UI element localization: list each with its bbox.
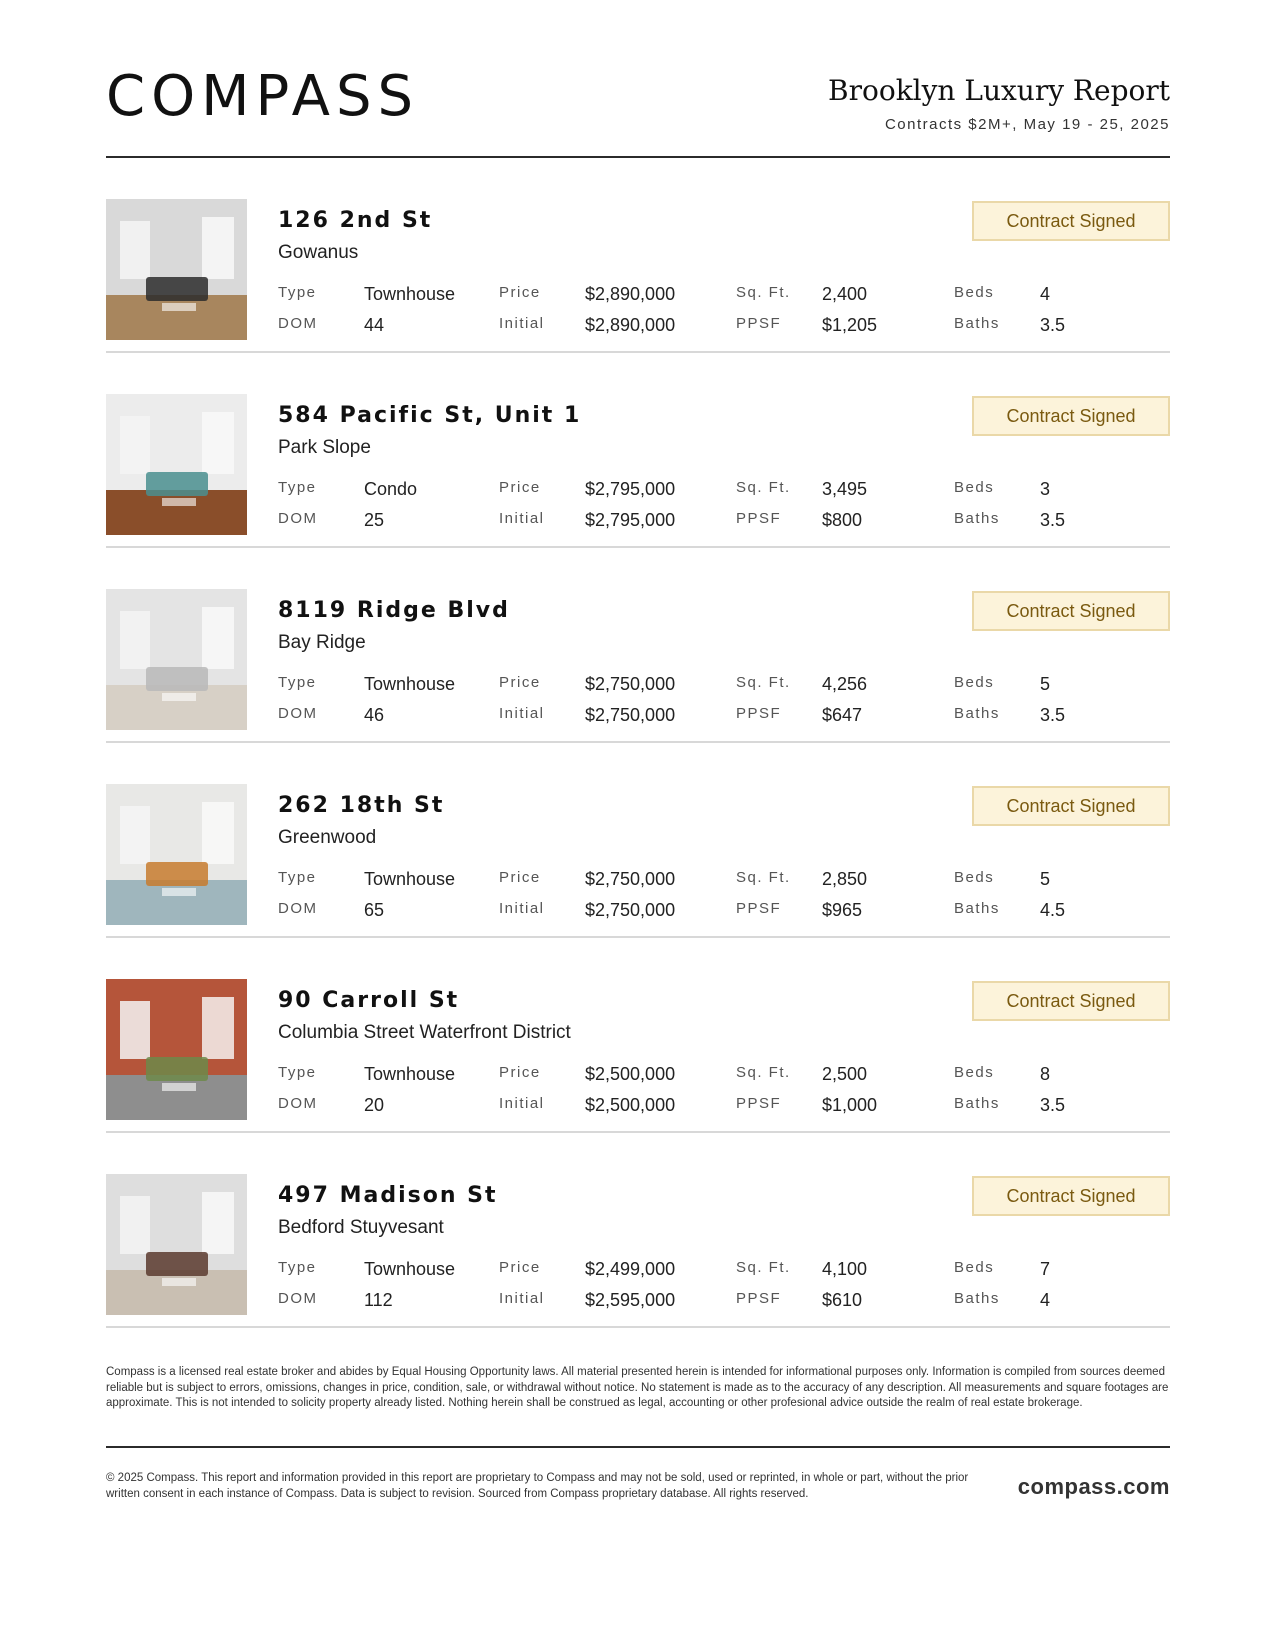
status-badge: Contract Signed — [972, 981, 1170, 1021]
property-photo[interactable] — [106, 199, 247, 340]
sqft-value: 2,850 — [822, 869, 868, 889]
sqft-label: Sq. Ft. — [736, 479, 791, 496]
dom-label: DOM — [278, 1290, 318, 1307]
property-photo[interactable] — [106, 589, 247, 730]
sqft-value: 4,100 — [822, 1259, 868, 1279]
ppsf-value: $647 — [822, 705, 863, 725]
listing-address[interactable]: 8119 Ridge Blvd — [278, 598, 510, 623]
footer-divider — [106, 1446, 1170, 1448]
listing-neighborhood: Gowanus — [278, 242, 359, 263]
initial-value: $2,795,000 — [585, 510, 676, 530]
listing-row — [106, 353, 1170, 548]
type-label: Type — [278, 1064, 317, 1081]
dom-label: DOM — [278, 1095, 318, 1112]
sqft-label: Sq. Ft. — [736, 674, 791, 691]
baths-value: 3.5 — [1040, 1095, 1066, 1115]
type-value: Townhouse — [364, 674, 456, 694]
dom-value: 25 — [364, 510, 385, 530]
beds-label: Beds — [954, 1259, 995, 1276]
listing-row — [106, 158, 1170, 353]
initial-label: Initial — [499, 705, 545, 722]
initial-value: $2,595,000 — [585, 1290, 676, 1310]
baths-value: 4.5 — [1040, 900, 1066, 920]
dom-value: 20 — [364, 1095, 385, 1115]
sqft-label: Sq. Ft. — [736, 1064, 791, 1081]
price-value: $2,750,000 — [585, 869, 676, 889]
property-photo-image — [106, 1174, 247, 1315]
price-value: $2,500,000 — [585, 1064, 676, 1084]
price-label: Price — [499, 674, 541, 691]
initial-label: Initial — [499, 1290, 545, 1307]
initial-value: $2,890,000 — [585, 315, 676, 335]
ppsf-value: $965 — [822, 900, 863, 920]
beds-label: Beds — [954, 869, 995, 886]
price-label: Price — [499, 869, 541, 886]
price-label: Price — [499, 1259, 541, 1276]
copyright-text: © 2025 Compass. This report and information provided in this report are proprietary to Compass and may not be sold, used or reprinted, in whole or part, without the prior written consent in each instance of Compass. Data is subject to revision. Sourced from Compass proprietary database. All rights reserved. — [106, 1472, 969, 1500]
listing-neighborhood: Greenwood — [278, 827, 377, 848]
website-link[interactable]: compass.com — [1017, 1474, 1170, 1499]
status-badge: Contract Signed — [972, 786, 1170, 826]
report-subtitle: Contracts $2M+, May 19 - 25, 2025 — [884, 116, 1170, 133]
status-badge: Contract Signed — [972, 396, 1170, 436]
property-photo[interactable] — [106, 1174, 247, 1315]
ppsf-value: $1,205 — [822, 315, 878, 335]
listing-address[interactable]: 497 Madison St — [278, 1183, 498, 1208]
type-label: Type — [278, 1259, 317, 1276]
report-header — [106, 0, 1170, 158]
price-label: Price — [499, 1064, 541, 1081]
listing-neighborhood: Bedford Stuyvesant — [278, 1217, 444, 1238]
listing-address[interactable]: 126 2nd St — [278, 208, 433, 233]
property-photo-image — [106, 589, 247, 730]
initial-value: $2,500,000 — [585, 1095, 676, 1115]
price-value: $2,499,000 — [585, 1259, 676, 1279]
status-badge: Contract Signed — [972, 1176, 1170, 1216]
property-photo-image — [106, 199, 247, 340]
beds-value: 4 — [1040, 284, 1051, 304]
baths-value: 4 — [1040, 1290, 1051, 1310]
dom-label: DOM — [278, 315, 318, 332]
beds-value: 3 — [1040, 479, 1051, 499]
ppsf-value: $1,000 — [822, 1095, 878, 1115]
type-value: Condo — [364, 479, 418, 499]
property-photo-image — [106, 394, 247, 535]
beds-label: Beds — [954, 479, 995, 496]
listing-row — [106, 938, 1170, 1133]
property-photo-image — [106, 784, 247, 925]
price-value: $2,750,000 — [585, 674, 676, 694]
property-photo-image — [106, 979, 247, 1120]
sqft-label: Sq. Ft. — [736, 869, 791, 886]
dom-label: DOM — [278, 705, 318, 722]
dom-value: 65 — [364, 900, 385, 920]
baths-value: 3.5 — [1040, 510, 1066, 530]
status-badge: Contract Signed — [972, 201, 1170, 241]
listing-row — [106, 743, 1170, 938]
status-badge: Contract Signed — [972, 591, 1170, 631]
beds-label: Beds — [954, 674, 995, 691]
price-label: Price — [499, 479, 541, 496]
initial-label: Initial — [499, 315, 545, 332]
baths-label: Baths — [954, 900, 1000, 917]
dom-value: 46 — [364, 705, 385, 725]
sqft-value: 2,500 — [822, 1064, 868, 1084]
initial-label: Initial — [499, 1095, 545, 1112]
compass-logo: COMPASS — [106, 64, 420, 129]
type-value: Townhouse — [364, 1259, 456, 1279]
type-label: Type — [278, 674, 317, 691]
ppsf-label: PPSF — [736, 1290, 782, 1307]
sqft-label: Sq. Ft. — [736, 284, 791, 301]
initial-value: $2,750,000 — [585, 705, 676, 725]
baths-label: Baths — [954, 705, 1000, 722]
dom-label: DOM — [278, 510, 318, 527]
initial-label: Initial — [499, 900, 545, 917]
listing-neighborhood: Park Slope — [278, 437, 371, 458]
type-value: Townhouse — [364, 869, 456, 889]
type-label: Type — [278, 479, 317, 496]
baths-label: Baths — [954, 315, 1000, 332]
ppsf-label: PPSF — [736, 705, 782, 722]
property-photo[interactable] — [106, 979, 247, 1120]
initial-value: $2,750,000 — [585, 900, 676, 920]
sqft-value: 4,256 — [822, 674, 868, 694]
baths-label: Baths — [954, 510, 1000, 527]
ppsf-label: PPSF — [736, 1095, 782, 1112]
price-value: $2,890,000 — [585, 284, 676, 304]
price-value: $2,795,000 — [585, 479, 676, 499]
beds-value: 8 — [1040, 1064, 1051, 1084]
baths-label: Baths — [954, 1095, 1000, 1112]
property-photo[interactable] — [106, 394, 247, 535]
ppsf-value: $610 — [822, 1290, 863, 1310]
ppsf-label: PPSF — [736, 510, 782, 527]
baths-value: 3.5 — [1040, 705, 1066, 725]
ppsf-value: $800 — [822, 510, 863, 530]
report-page — [106, 0, 1170, 1500]
property-photo[interactable] — [106, 784, 247, 925]
baths-label: Baths — [954, 1290, 1000, 1307]
dom-value: 112 — [364, 1290, 393, 1310]
listing-neighborhood: Columbia Street Waterfront District — [278, 1022, 571, 1043]
listings-list — [106, 158, 1170, 1328]
beds-value: 7 — [1040, 1259, 1051, 1279]
dom-label: DOM — [278, 900, 318, 917]
listing-row — [106, 548, 1170, 743]
beds-label: Beds — [954, 1064, 995, 1081]
report-title: Brooklyn Luxury Report — [828, 74, 1170, 107]
sqft-value: 2,400 — [822, 284, 868, 304]
ppsf-label: PPSF — [736, 315, 782, 332]
price-label: Price — [499, 284, 541, 301]
type-value: Townhouse — [364, 1064, 456, 1084]
initial-label: Initial — [499, 510, 545, 527]
listing-row — [106, 1133, 1170, 1328]
ppsf-label: PPSF — [736, 900, 782, 917]
disclaimer-text: Compass is a licensed real estate broker and abides by Equal Housing Opportunity laws. All material presented herein is intended for informational purposes only. Information is compiled from sources deemed reliable but is subject to errors, omissions, changes in price, condition, sale, or withdrawal without notice. No statement is made as to the accuracy of any description. All measurements and square footages are approximate. This is not intended to solicity property already listed. Nothing herein shall be construed as legal, accounting or other profesional advice outside the realm of real estate brokerage. — [106, 1366, 1169, 1409]
beds-value: 5 — [1040, 674, 1051, 694]
listing-address[interactable]: 262 18th St — [278, 793, 445, 818]
beds-value: 5 — [1040, 869, 1051, 889]
listing-address[interactable]: 584 Pacific St, Unit 1 — [278, 403, 582, 428]
sqft-label: Sq. Ft. — [736, 1259, 791, 1276]
sqft-value: 3,495 — [822, 479, 868, 499]
type-label: Type — [278, 869, 317, 886]
type-value: Townhouse — [364, 284, 456, 304]
dom-value: 44 — [364, 315, 385, 335]
listing-neighborhood: Bay Ridge — [278, 632, 366, 653]
type-label: Type — [278, 284, 317, 301]
baths-value: 3.5 — [1040, 315, 1066, 335]
listing-address[interactable]: 90 Carroll St — [278, 988, 460, 1013]
beds-label: Beds — [954, 284, 995, 301]
